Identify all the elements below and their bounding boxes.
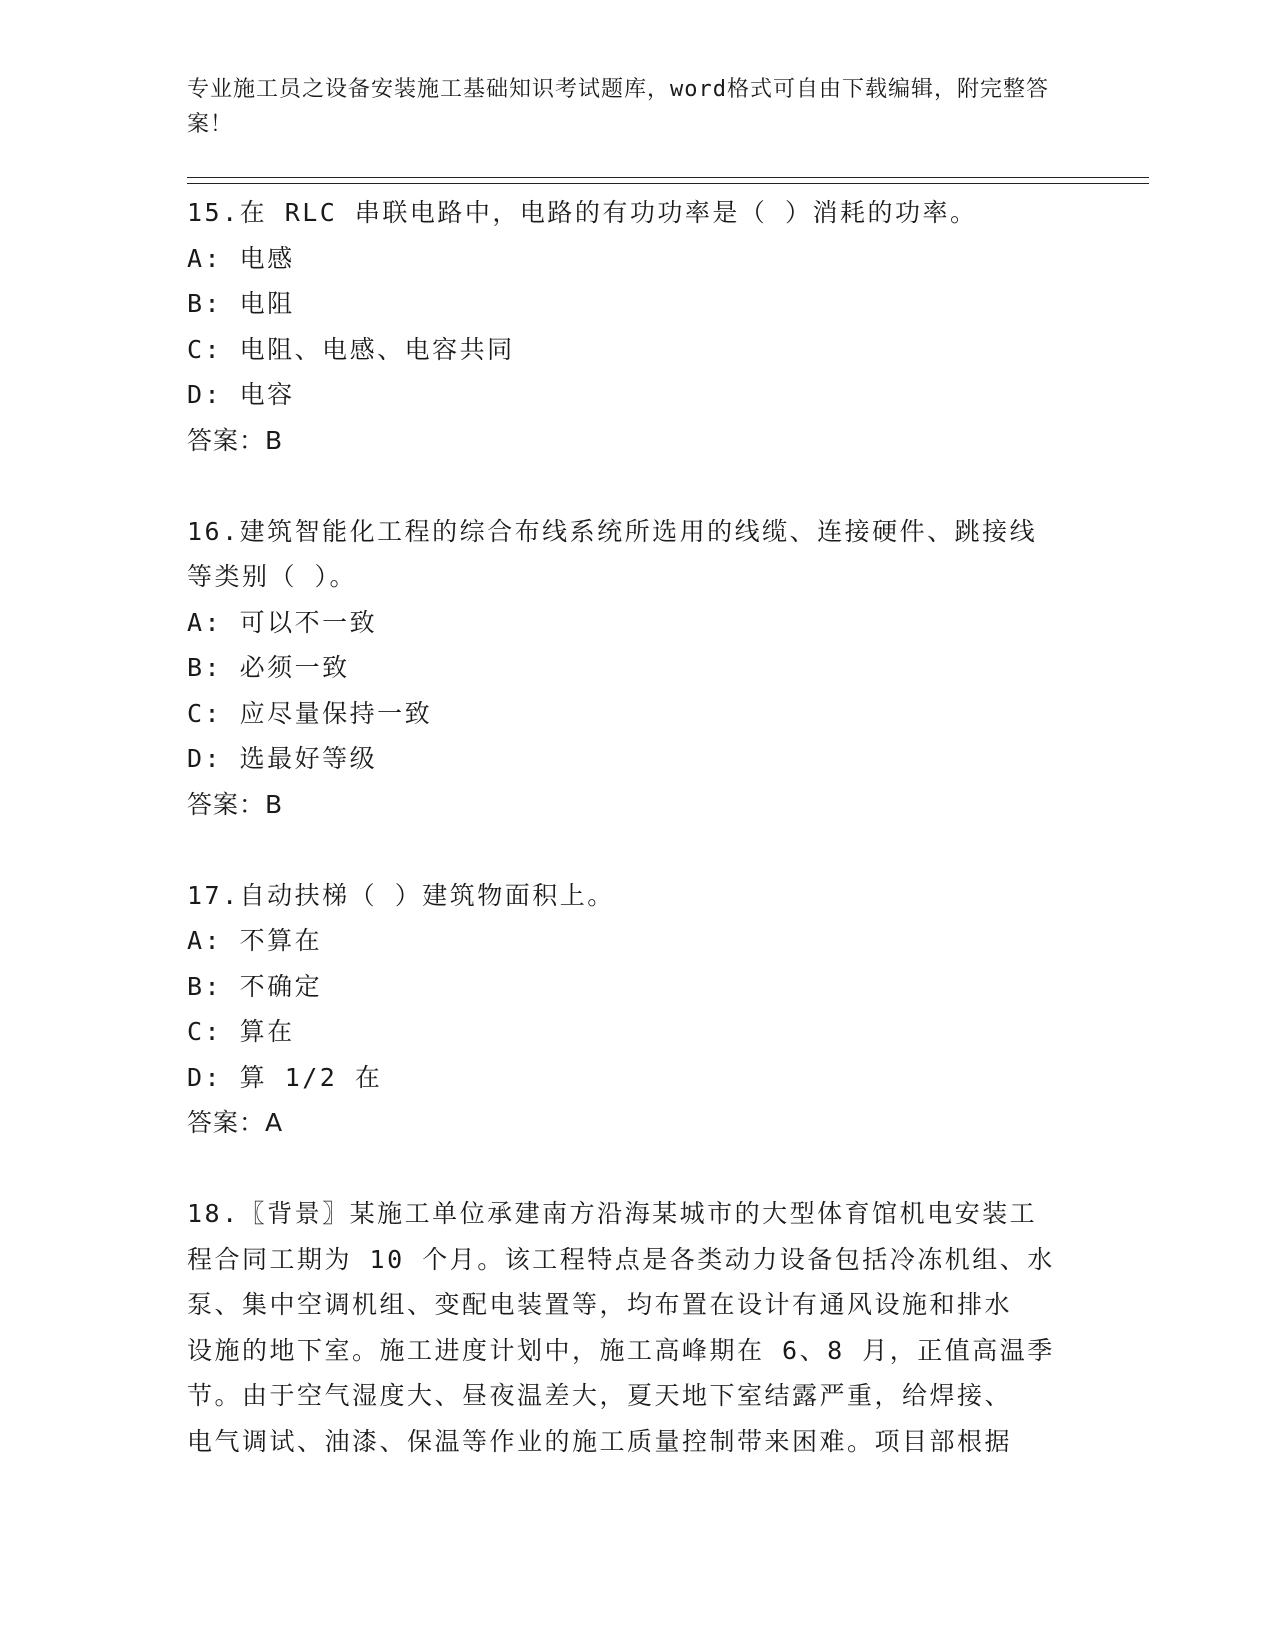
answer-line: 答案：B — [187, 789, 284, 819]
spacer — [187, 1146, 1067, 1192]
option-c: C: 算在 — [187, 1017, 295, 1046]
answer-line: 答案：A — [187, 1108, 284, 1137]
question-stem-continued: 节。由于空气湿度大、昼夜温差大，夏天地下室结露严重，给焊接、 — [187, 1381, 1013, 1410]
question-stem-continued: 程合同工期为 10 个月。该工程特点是各类动力设备包括冷冻机组、水 — [187, 1244, 1055, 1274]
question-list — [187, 190, 1067, 1464]
question-15 — [187, 190, 1067, 463]
option-d: D: 选最好等级 — [187, 744, 378, 773]
header-divider-bottom — [187, 183, 1149, 184]
question-stem-continued: 设施的地下室。施工进度计划中，施工高峰期在 6、8 月，正值高温季 — [187, 1335, 1055, 1365]
option-b: B: 电阻 — [187, 289, 295, 318]
option-c: C: 电阻、电感、电容共同 — [187, 334, 515, 364]
question-16 — [187, 509, 1067, 828]
option-c: C: 应尽量保持一致 — [187, 698, 433, 728]
header-note: 专业施工员之设备安装施工基础知识考试题库，word格式可自由下载编辑，附完整答案！ — [187, 77, 1049, 137]
option-b: B: 必须一致 — [187, 653, 350, 682]
option-d: D: 算 1/2 在 — [187, 1062, 383, 1092]
question-stem-continued: 等类别（ ）。 — [187, 562, 358, 591]
question-18 — [187, 1191, 1067, 1464]
option-a: A: 电感 — [187, 243, 295, 273]
question-stem: 17.自动扶梯（ ）建筑物面积上。 — [187, 880, 615, 910]
question-17 — [187, 873, 1067, 1146]
answer-line: 答案：B — [187, 425, 284, 455]
option-d: D: 电容 — [187, 380, 295, 409]
question-stem: 18.〖背景〗某施工单位承建南方沿海某城市的大型体育馆机电安装工 — [187, 1199, 1038, 1228]
option-a: A: 不算在 — [187, 926, 323, 955]
option-b: B: 不确定 — [187, 971, 323, 1001]
question-stem: 15.在 RLC 串联电路中，电路的有功功率是（ ）消耗的功率。 — [187, 198, 978, 227]
question-stem-continued: 电气调试、油漆、保温等作业的施工质量控制带来困难。项目部根据 — [187, 1426, 1013, 1456]
header-divider-top — [187, 177, 1149, 178]
question-stem: 16.建筑智能化工程的综合布线系统所选用的线缆、连接硬件、跳接线 — [187, 516, 1038, 546]
spacer — [187, 827, 1067, 873]
option-a: A: 可以不一致 — [187, 607, 378, 637]
question-stem-continued: 泵、集中空调机组、变配电装置等，均布置在设计有通风设施和排水 — [187, 1290, 1013, 1319]
spacer — [187, 463, 1067, 509]
